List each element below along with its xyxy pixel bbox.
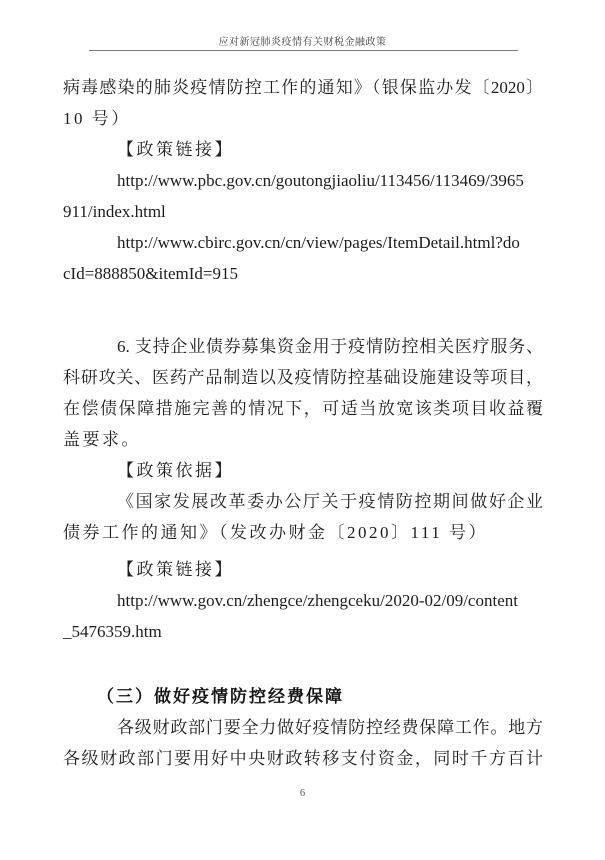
- policy-link-url-cbirc: cId=888850&itemId=915: [63, 264, 238, 283]
- policy-basis-label: 【政策依据】: [117, 461, 234, 480]
- item6-paragraph-line: 科研攻关、医药产品制造以及疫情防控基础设施建设等项目，: [63, 368, 543, 387]
- paragraph-continuation-line: 10 号）: [63, 109, 131, 128]
- policy-link-url-gov: http://www.gov.cn/zhengce/zhengceku/2020-02/09/content: [117, 591, 518, 610]
- section-paragraph-line: 各级财政部门要用好中央财政转移支付资金，同时千方百计: [63, 749, 543, 768]
- policy-link-url-pbc: http://www.pbc.gov.cn/goutongjiaoliu/113456/113469/3965: [117, 171, 524, 190]
- policy-link-url-cbirc: http://www.cbirc.gov.cn/cn/view/pages/ItemDetail.html?do: [117, 233, 520, 252]
- paragraph-continuation-line: 病毒感染的肺炎疫情防控工作的通知》（银保监办发〔2020〕: [63, 78, 543, 97]
- header-title: 应对新冠肺炎疫情有关财税金融政策: [218, 37, 387, 48]
- policy-link-label: 【政策链接】: [117, 140, 234, 159]
- item6-paragraph-line: 在偿债保障措施完善的情况下，可适当放宽该类项目收益覆: [63, 399, 543, 418]
- header-divider: [89, 50, 518, 51]
- document-body: [63, 72, 543, 774]
- policy-basis-line: 债券工作的通知》（发改办财金〔2020〕111 号）: [63, 523, 488, 542]
- item6-paragraph-line: 盖要求。: [63, 430, 141, 449]
- policy-link-label: 【政策链接】: [117, 560, 234, 579]
- policy-basis-line: 《国家发展改革委办公厅关于疫情防控期间做好企业: [117, 492, 543, 511]
- section-paragraph-line: 各级财政部门要全力做好疫情防控经费保障工作。地方: [117, 718, 543, 737]
- section-heading: （三）做好疫情防控经费保障: [97, 687, 344, 706]
- policy-link-url-gov: _5476359.htm: [63, 622, 162, 641]
- item6-paragraph-line: 6. 支持企业债券募集资金用于疫情防控相关医疗服务、: [117, 337, 543, 356]
- page-number: 6: [299, 788, 306, 799]
- policy-link-url-pbc: 911/index.html: [63, 202, 166, 221]
